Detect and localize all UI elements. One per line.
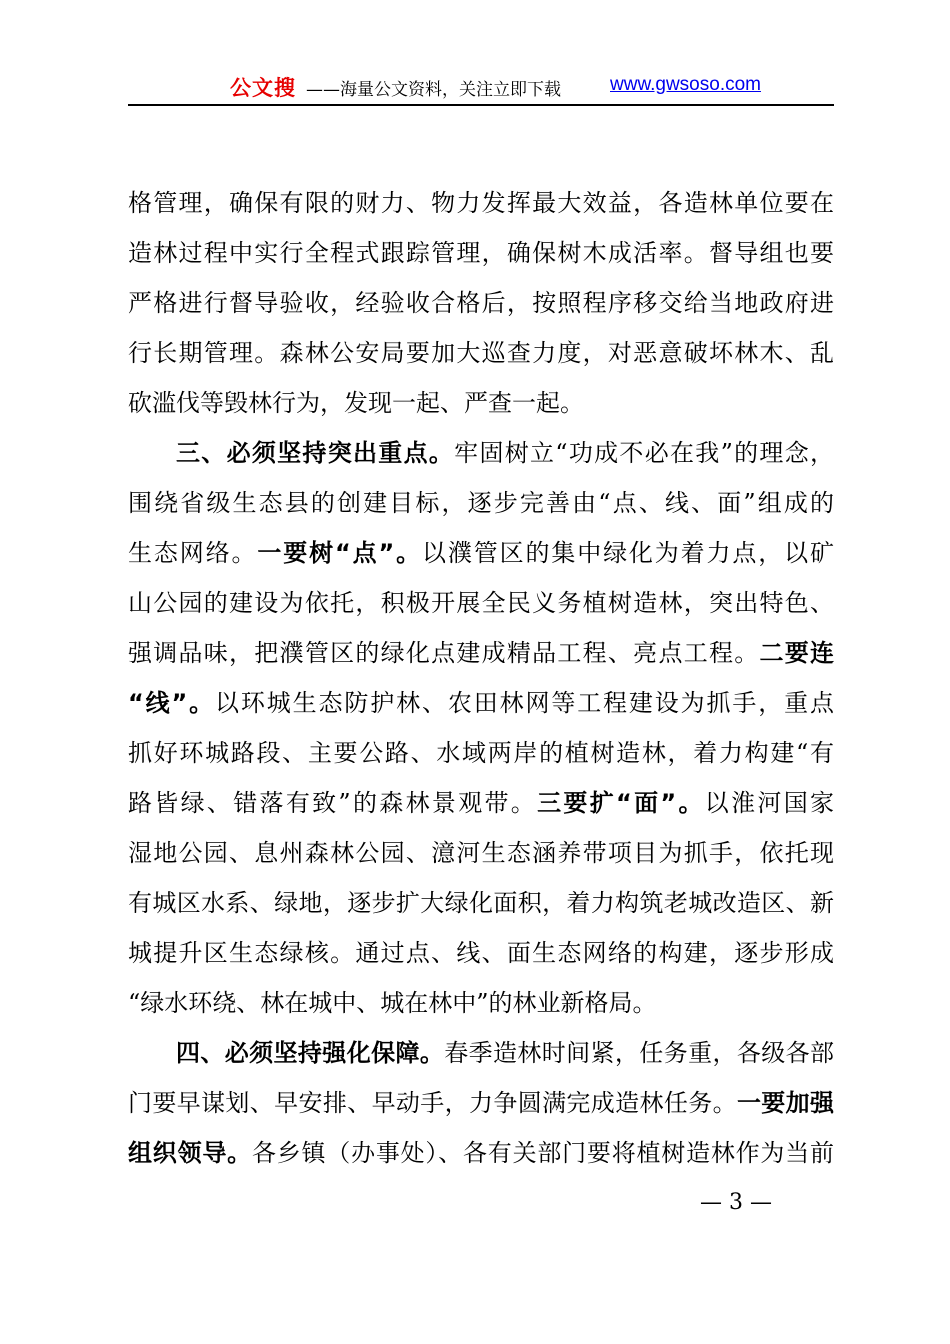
section-3-heading-line: 三、必须坚持突出重点。牢固树立“功成不必在我”的理念， (176, 439, 834, 467)
body-line-8: 生态网络。一要树“点”。以濮管区的集中绿化为着力点，以矿 (128, 539, 834, 567)
body-line-3: 严格进行督导验收，经验收合格后，按照程序移交给当地政府进 (128, 289, 834, 317)
body-line-11: “线”。以环城生态防护林、农田林网等工程建设为抓手，重点 (128, 689, 834, 717)
body-line-13: 路皆绿、错落有致”的森林景观带。三要扩“面”。以淮河国家 (128, 789, 834, 817)
subpoint-org-b: 组织领导。 (128, 1139, 252, 1167)
body-line-1: 格管理，确保有限的财力、物力发挥最大效益，各造林单位要在 (128, 189, 834, 217)
subpoint-line-a: 二要连 (759, 639, 834, 667)
section-3-heading: 三、必须坚持突出重点。 (176, 439, 455, 467)
body-line-4: 行长期管理。森林公安局要加大巡查力度，对恶意破坏林木、乱 (128, 339, 834, 367)
subpoint-surface: 三要扩“面”。 (537, 789, 705, 817)
body-line-5: 砍滥伐等毁林行为，发现一起、严查一起。 (128, 389, 584, 417)
body-line-17: “绿水环绕、林在城中、城在林中”的林业新格局。 (128, 989, 657, 1017)
page-number: — 3 — (700, 1190, 772, 1215)
header-divider (128, 104, 834, 106)
header-tagline: ——海量公文资料，关注立即下载 (306, 80, 561, 100)
section-4-heading: 四、必须坚持强化保障。 (176, 1039, 445, 1067)
body-line-19: 门要早谋划、早安排、早动手，力争圆满完成造林任务。一要加强 (128, 1089, 834, 1117)
body-line-9: 山公园的建设为依托，积极开展全民义务植树造林，突出特色、 (128, 589, 834, 617)
subpoint-org-a: 一要加强 (736, 1089, 834, 1117)
subpoint-dot: 一要树“点”。 (257, 539, 422, 567)
brand-logo-text: 公文搜 (230, 76, 296, 100)
body-line-16: 城提升区生态绿核。通过点、线、面生态网络的构建，逐步形成 (128, 939, 834, 967)
body-line-7: 围绕省级生态县的创建目标，逐步完善由“点、线、面”组成的 (128, 489, 834, 517)
section-4-heading-line: 四、必须坚持强化保障。春季造林时间紧，任务重，各级各部 (176, 1039, 834, 1067)
document-body (128, 178, 834, 1178)
page-header (128, 68, 834, 104)
body-line-2: 造林过程中实行全程式跟踪管理，确保树木成活率。督导组也要 (128, 239, 834, 267)
body-line-15: 有城区水系、绿地，逐步扩大绿化面积，着力构筑老城改造区、新 (128, 889, 834, 917)
header-site-link[interactable]: www.gwsoso.com (610, 74, 761, 95)
body-line-14: 湿地公园、息州森林公园、澺河生态涵养带项目为抓手，依托现 (128, 839, 834, 867)
body-line-12: 抓好环城路段、主要公路、水域两岸的植树造林，着力构建“有 (128, 739, 834, 767)
body-line-20: 组织领导。各乡镇（办事处）、各有关部门要将植树造林作为当前 (128, 1139, 834, 1167)
subpoint-line-b: “线”。 (128, 689, 216, 717)
body-line-10: 强调品味，把濮管区的绿化点建成精品工程、亮点工程。二要连 (128, 639, 834, 667)
